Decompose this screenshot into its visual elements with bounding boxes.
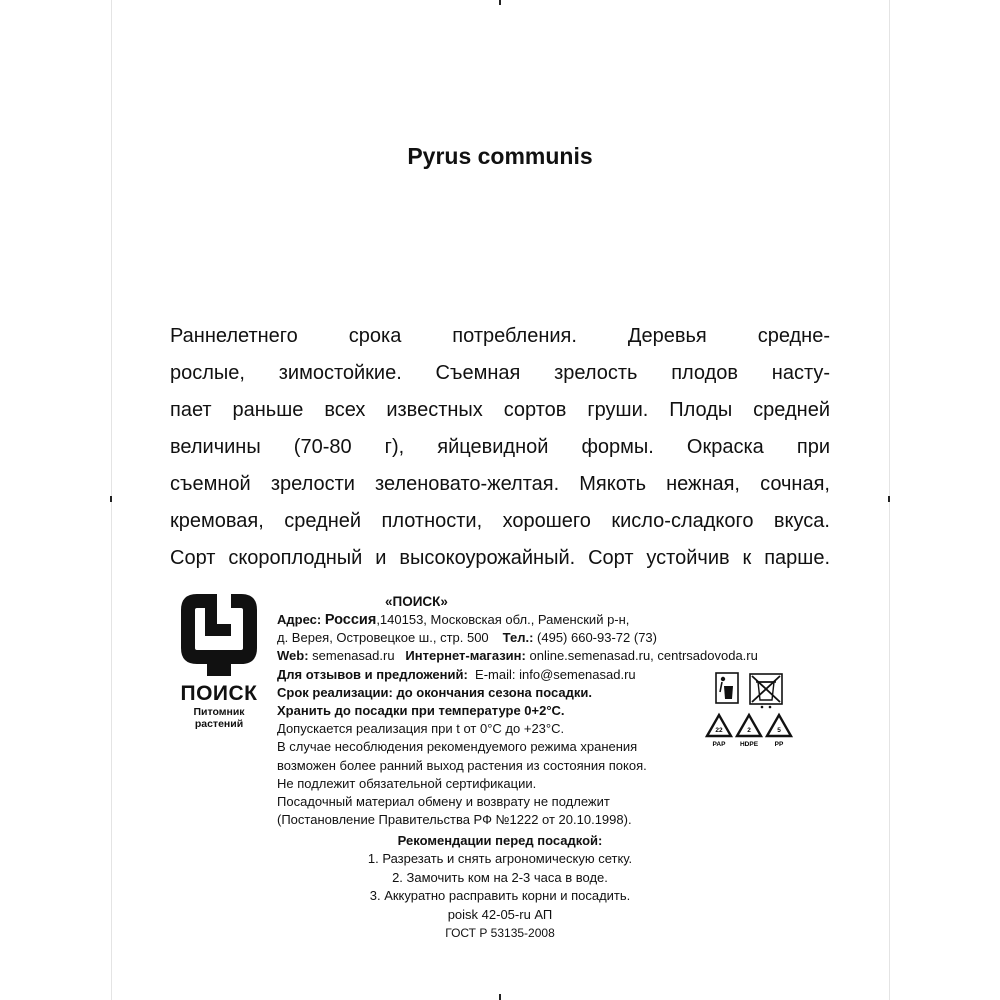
description-line: рослые, зимостойкие. Съемная зрелость плодов насту- xyxy=(170,362,830,384)
warning-line-2: возможен более ранний выход растения из состояния покоя. xyxy=(277,757,647,773)
recycle-number: 2 xyxy=(747,727,751,734)
recommendation-step: 1. Разрезать и снять агрономическую сетку. xyxy=(367,851,633,867)
logo-brand: ПОИСК xyxy=(180,682,258,705)
recycle-number: 22 xyxy=(715,727,723,734)
description-line: пает раньше всех известных сортов груши. Плоды средней xyxy=(170,399,830,421)
recycle-pp-icon xyxy=(767,715,791,748)
address-country: Россия xyxy=(324,612,377,628)
address-line-1 xyxy=(277,611,758,629)
gost-code: ГОСТ Р 53135-2008 xyxy=(445,926,555,941)
left-trim-mark xyxy=(110,496,112,502)
return-line-1: Посадочный материал обмену и возврату не подлежит xyxy=(277,794,610,810)
recommendations-heading: Рекомендации перед посадкой: xyxy=(397,833,603,848)
shelf-life: Срок реализации: до окончания сезона посадки. xyxy=(277,684,593,700)
recommendation-step: 3. Аккуратно расправить корни и посадить. xyxy=(369,888,631,904)
certification-note: Не подлежит обязательной сертификации. xyxy=(277,775,537,791)
recycle-number: 5 xyxy=(777,727,781,734)
feedback-line xyxy=(277,666,758,684)
shop-label: Интернет-магазин: xyxy=(405,648,526,664)
description-line: Сорт скороплодный и высокоурожайный. Сорт устойчив к парше. xyxy=(170,547,830,569)
description-line: Раннелетнего срока потребления. Деревья средне- xyxy=(170,325,830,347)
no-litter-icon xyxy=(750,674,782,708)
description-line: величины (70-80 г), яйцевидной формы. Окраска при xyxy=(170,436,830,458)
return-line-2: (Постановление Правительства РФ №1222 от 20.10.1998). xyxy=(277,812,632,828)
latin-title: Pyrus communis xyxy=(407,143,593,169)
description-line: кремовая, средней плотности, хорошего кисло-сладкого вкуса. xyxy=(170,510,830,532)
article-code: poisk 42-05-ru АП xyxy=(447,906,553,922)
recycle-hdpe-icon xyxy=(737,715,761,748)
logo-subtitle-2: растений xyxy=(194,718,244,730)
address-street: д. Верея, Островецкое ш., стр. 500 xyxy=(277,630,489,646)
web-label: Web: xyxy=(277,648,309,664)
bottom-trim-mark xyxy=(499,994,501,1000)
tel-number: (495) 660-93-72 (73) xyxy=(537,630,657,646)
recycle-label: PP xyxy=(774,741,784,748)
company-logo xyxy=(175,590,263,730)
logo-subtitle-1: Питомник xyxy=(193,706,245,718)
address-line-2 xyxy=(277,629,758,647)
top-trim-mark xyxy=(499,0,501,5)
company-name: «ПОИСК» xyxy=(385,594,448,609)
web-site: semenasad.ru xyxy=(312,648,395,664)
feedback-label: Для отзывов и предложений: xyxy=(277,666,468,682)
description xyxy=(170,318,830,577)
right-trim-mark xyxy=(888,496,890,502)
recommendation-step: 2. Замочить ком на 2-3 часа в воде. xyxy=(392,869,608,885)
warning-line-1: В случае несоблюдения рекомендуемого режима хранения xyxy=(277,739,638,755)
recycle-pap-icon xyxy=(707,715,731,748)
shop-sites: online.semenasad.ru, centrsadovoda.ru xyxy=(529,648,758,664)
description-line: съемной зрелости зеленовато-желтая. Мякоть нежная, сочная, xyxy=(170,473,830,495)
address-label: Адрес: xyxy=(277,612,322,627)
recycle-label: HDPE xyxy=(739,741,759,748)
planting-recommendations xyxy=(0,832,1000,942)
address-rest: ,140153, Московская обл., Раменский р-н, xyxy=(376,612,630,627)
storage-temperature: Хранить до посадки при температуре 0+2°С. xyxy=(277,703,565,719)
trash-bin-icon xyxy=(716,673,738,703)
logo-mark-icon xyxy=(177,590,261,676)
feedback-email: E-mail: info@semenasad.ru xyxy=(475,666,636,682)
recycle-label: PAP xyxy=(712,741,726,748)
recycling-symbols xyxy=(704,672,794,752)
sale-temperature: Допускается реализация при t от 0°С до +23°С. xyxy=(277,721,565,737)
tel-label: Тел.: xyxy=(502,630,534,646)
company-info xyxy=(277,611,758,829)
web-line xyxy=(277,647,758,665)
